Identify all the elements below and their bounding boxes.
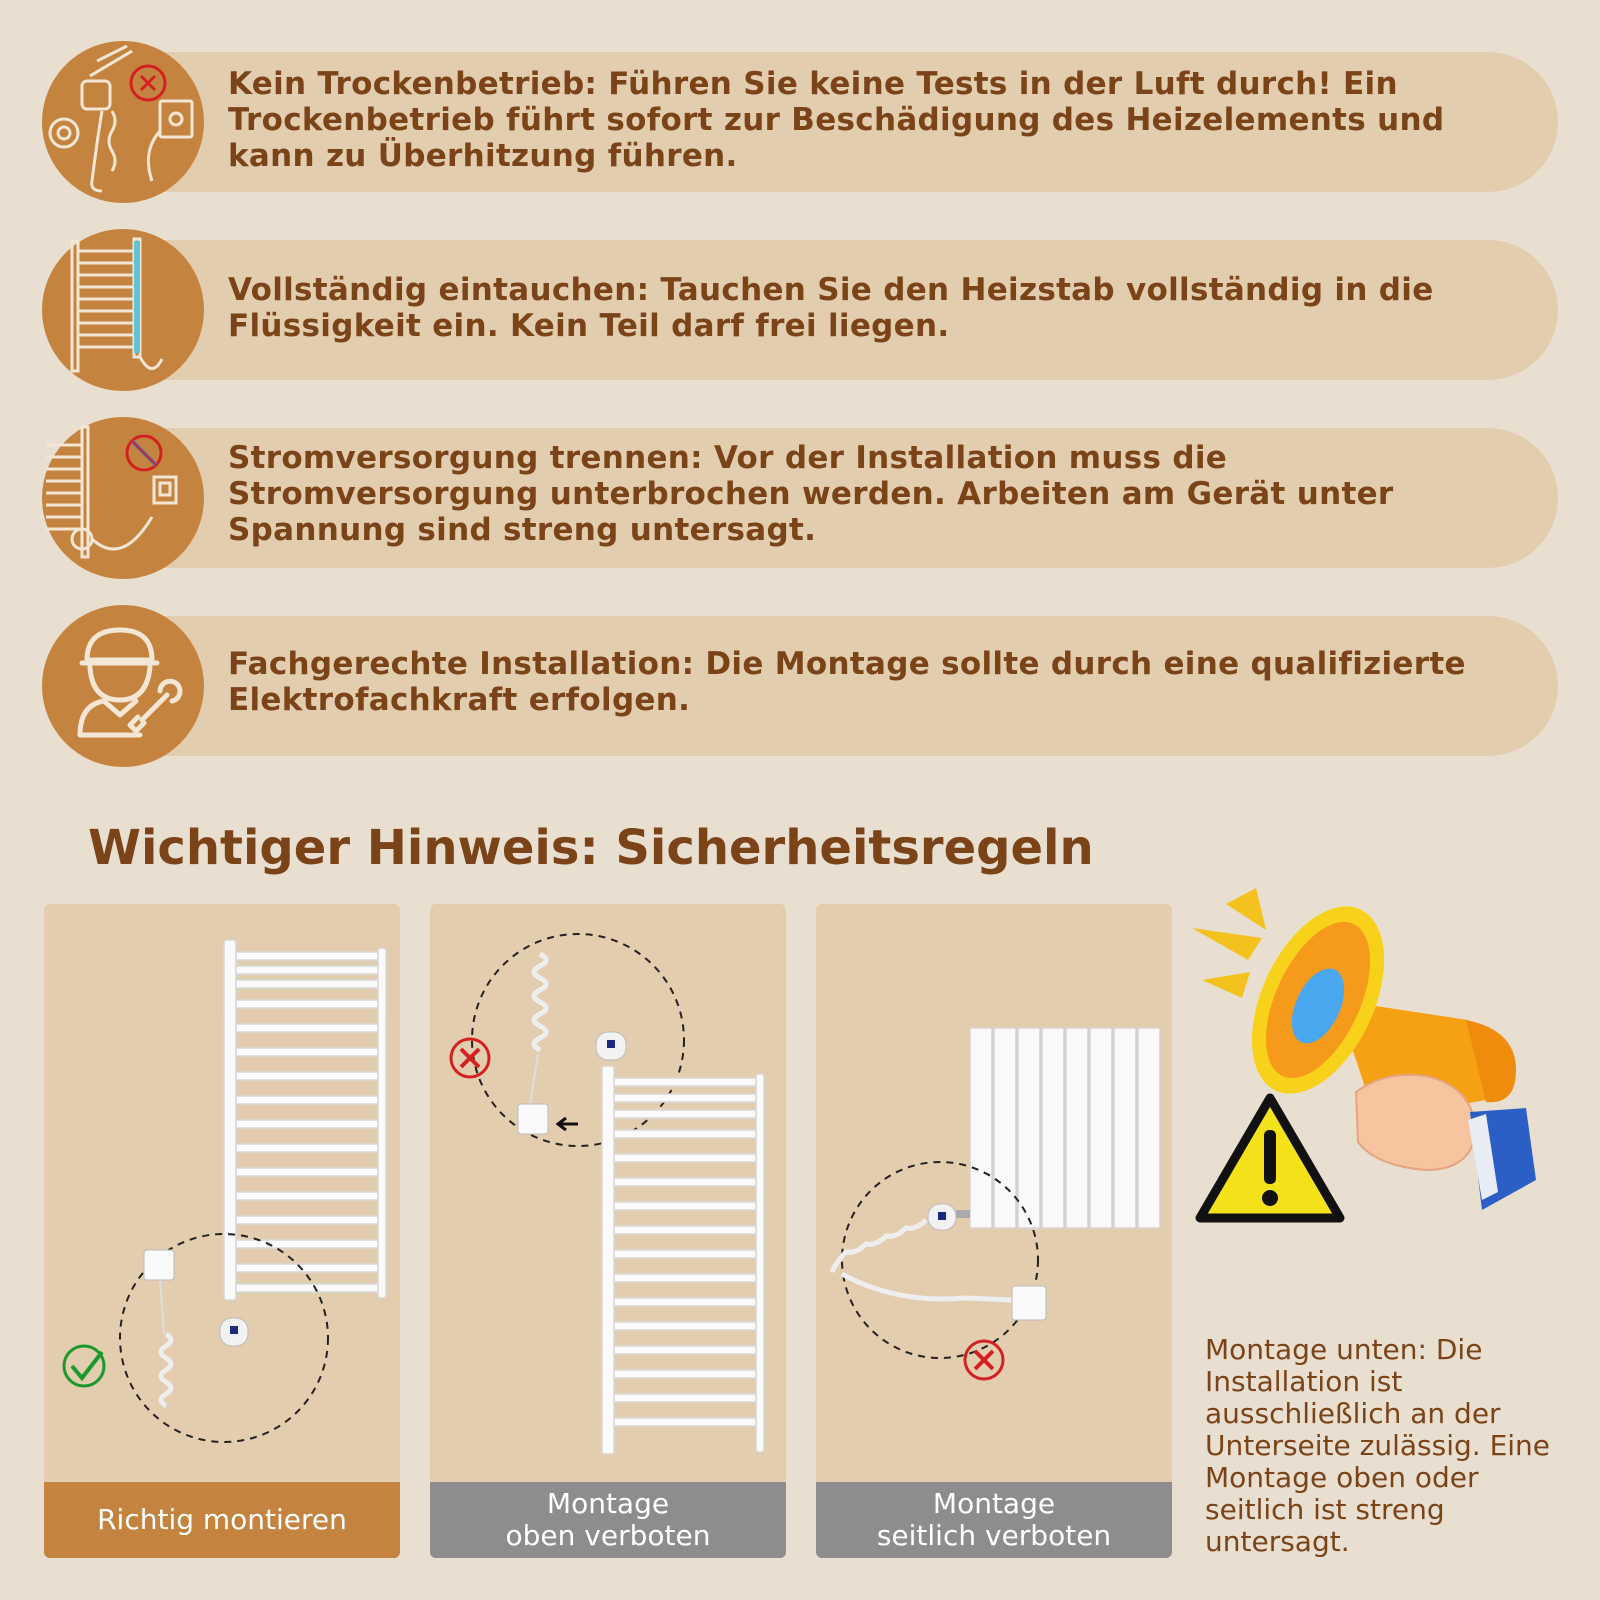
caption-side-line1: Montage	[932, 1487, 1056, 1520]
warning-triangle-icon	[1200, 1098, 1340, 1218]
caption-side-line2: seitlich verboten	[876, 1519, 1112, 1552]
panel-correct-mounting	[44, 904, 400, 1558]
mounting-note: Montage unten: Die Installation ist ausschließlich an der Unterseite zulässig. Eine Montage oben oder seitlich ist streng untersagt.	[1205, 1333, 1551, 1558]
top-mounting-illustration	[430, 904, 786, 1482]
panel-top-forbidden	[430, 904, 786, 1558]
caption-top-line1: Montage	[546, 1487, 670, 1520]
electrician-icon	[42, 605, 204, 767]
power-disconnect-icon	[42, 417, 204, 579]
megaphone-warning-illustration	[1186, 880, 1586, 1240]
rule-text-power: Stromversorgung trennen: Vor der Installation muss die Stromversorgung unterbrochen werden. Arbeiten am Gerät unter Spannung sind streng untersagt.	[228, 440, 1394, 548]
caption-correct-text: Richtig montieren	[97, 1503, 347, 1536]
panel-side-forbidden	[816, 904, 1172, 1558]
correct-mounting-illustration	[44, 904, 400, 1482]
rule-text-installation: Fachgerechte Installation: Die Montage sollte durch eine qualifizierte Elektrofachkraft erfolgen.	[228, 646, 1466, 718]
rule-text-immerse: Vollständig eintauchen: Tauchen Sie den Heizstab vollständig in die Flüssigkeit ein. Kein Teil darf frei liegen.	[228, 272, 1434, 344]
caption-side-forbidden	[816, 1482, 1172, 1558]
page-heading: Wichtiger Hinweis: Sicherheitsregeln	[88, 820, 1094, 876]
towel-radiator-icon	[42, 229, 204, 391]
dry-run-warning-icon	[42, 41, 204, 203]
caption-top-line2: oben verboten	[505, 1519, 711, 1552]
burst-lines-icon	[1192, 888, 1266, 998]
side-mounting-illustration	[816, 904, 1172, 1482]
caption-top-forbidden	[430, 1482, 786, 1558]
rule-text-dry-run: Kein Trockenbetrieb: Führen Sie keine Tests in der Luft durch! Ein Trockenbetrieb führt sofort zur Beschädigung des Heizelements und kann zu Überhitzung führen.	[228, 66, 1445, 174]
caption-correct	[44, 1482, 400, 1558]
hand-icon	[1356, 1075, 1536, 1210]
